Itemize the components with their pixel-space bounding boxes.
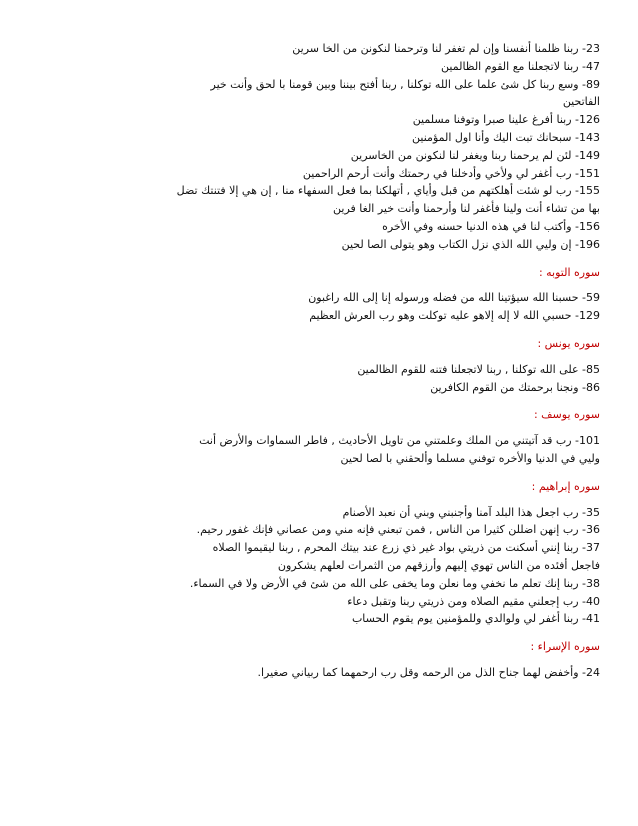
section-heading: سوره الإسراء : xyxy=(530,640,600,654)
spacer xyxy=(30,468,600,478)
spacer xyxy=(30,656,600,664)
section-heading: سوره يوسف : xyxy=(533,408,600,422)
verse-line: 59- حسبنا الله سيؤتينا الله من فضله ورسوله إنا إلى الله راغبون xyxy=(308,291,600,305)
verse-line: 143- سبحانك تبت اليك وأنا اول المؤمنين xyxy=(412,130,600,144)
verse-line: 40- رب إجعلني مقيم الصلاه ومن ذريتي ربنا وتقبل دعاء xyxy=(347,594,600,608)
verse-line: وليي في الدنيا والأخره توفني مسلما وألحقني با لصا لحين xyxy=(340,451,600,465)
verse-line: 47- ربنا لاتجعلنا مع القوم الظالمين xyxy=(441,59,600,73)
spacer xyxy=(30,496,600,504)
spacer xyxy=(30,281,600,289)
section-isra xyxy=(30,638,600,682)
spacer xyxy=(30,254,600,264)
verse-line: 126- ربنا أفرغ علينا صبرا وتوفنا مسلمين xyxy=(412,113,600,127)
verse-line: 85- على الله توكلنا , ربنا لاتجعلنا فتنه للقوم الظالمين xyxy=(357,362,600,376)
verse-line: 89- وسع ربنا كل شئ علما على الله توكلنا , ربنا أفتح بيننا وبين قومنا با لحق وأنت خير xyxy=(210,77,600,91)
spacer xyxy=(30,353,600,361)
verse-line: 101- رب قد آتيتني من الملك وعلمتني من تاويل الأحاديث , فاطر السماوات والأرض أنت xyxy=(199,434,600,448)
section-yusuf xyxy=(30,406,600,467)
spacer xyxy=(30,424,600,432)
spacer xyxy=(30,396,600,406)
spacer xyxy=(30,628,600,638)
verse-line: فاجعل أفئده من الناس تهوي إليهم وأرزقهم من الثمرات لعلهم يشكرون xyxy=(277,558,600,572)
verse-line: 37- ربنا إنني أسكنت من ذريتي بواد غير ذي زرع عند بيتك المحرم , ربنا ليقيموا الصلاه xyxy=(212,541,600,555)
verse-line: 23- ربنا ظلمنا أنفسنا وإن لم تغفر لنا وترحمنا لنكونن من الخا سرين xyxy=(292,42,600,55)
verse-line: بها من تشاء أنت ولينا فأغفر لنا وأرحمنا وأنت خير الغا فرين xyxy=(333,202,600,216)
verse-line: 129- حسبي الله لا إله إلاهو عليه توكلت وهو رب العرش العظيم xyxy=(309,309,600,323)
section-yunus xyxy=(30,335,600,396)
section-tawbah xyxy=(30,264,600,325)
section-ibrahim xyxy=(30,478,600,628)
section-heading: سوره يونس : xyxy=(537,336,600,350)
section-heading: سوره التوبه : xyxy=(538,265,600,279)
section-intro xyxy=(30,40,600,254)
verse-line: 196- إن وليي الله الذي نزل الكتاب وهو يتولى الصا لحين xyxy=(341,237,600,251)
verse-line: 86- ونجنا برحمتك من القوم الكافرين xyxy=(430,380,600,394)
verse-line: 36- رب إنهن اضللن كثيرا من الناس , فمن تبعني فإنه مني ومن عصاني فإنك غفور رحيم. xyxy=(196,523,600,537)
verse-line: 156- وأكتب لنا في هذه الدنيا حسنه وفي الأخره xyxy=(382,219,600,233)
spacer xyxy=(30,325,600,335)
verse-line: 151- رب أغفر لي ولأخي وأدخلنا في رحمتك وأنت أرحم الراحمين xyxy=(302,166,600,180)
verse-line: 24- وأخفض لهما جناح الذل من الرحمه وقل رب ارحمهما كما ربياني صغيرا. xyxy=(257,665,600,679)
verse-line: الفاتحين xyxy=(562,95,600,109)
section-heading: سوره إبراهيم : xyxy=(531,479,600,493)
verse-line: 38- ربنا إنك تعلم ما نخفي وما نعلن وما يخفى على الله من شئ في الأرض ولا في السماء. xyxy=(189,576,600,590)
verse-line: 155- رب لو شئت أهلكتهم من قبل وأياي , أتهلكنا بما فعل السفهاء منا , إن هي إلا فتنتك تضل xyxy=(176,184,600,198)
verse-line: 35- رب اجعل هذا البلد آمنا وأجنبني وبني أن نعبد الأصنام xyxy=(342,505,600,519)
verse-line: 41- ربنا أغفر لي ولوالدي وللمؤمنين يوم يقوم الحساب xyxy=(351,612,600,626)
verse-line: 149- لئن لم يرحمنا ربنا ويغفر لنا لنكونن من الخاسرين xyxy=(350,148,600,162)
